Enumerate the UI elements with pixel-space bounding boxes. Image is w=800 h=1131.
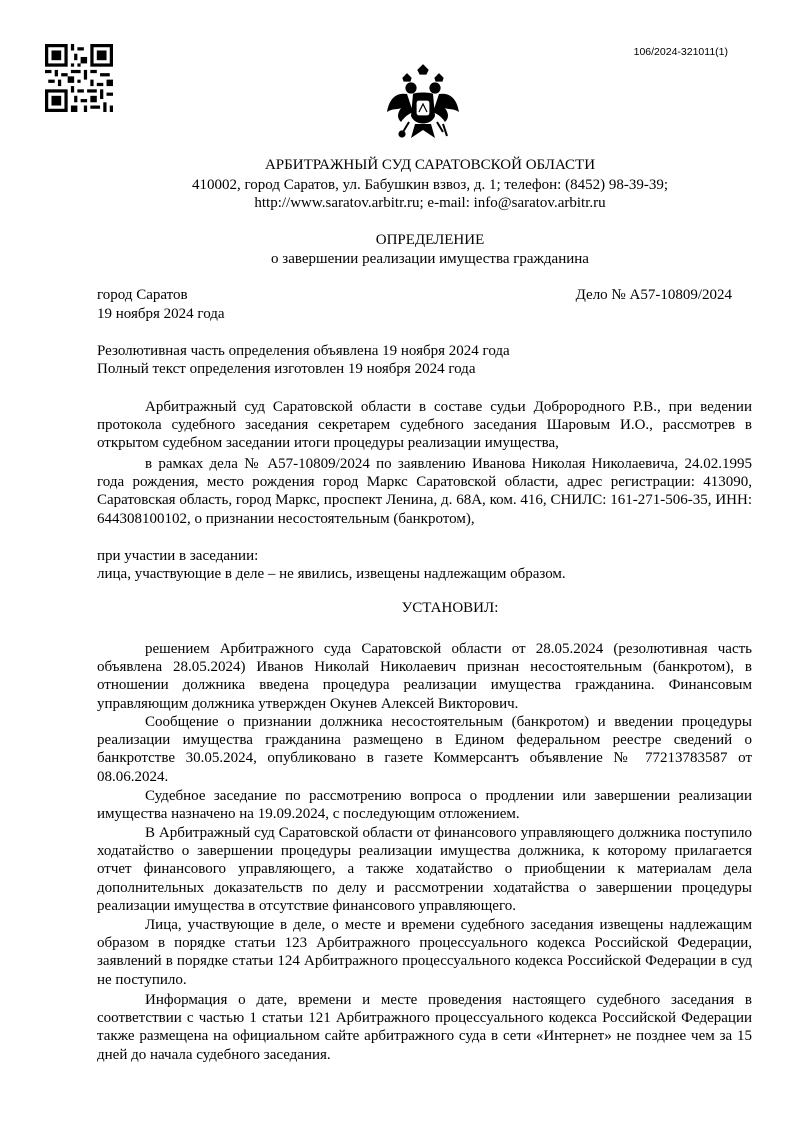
- paragraph-text: Информация о дате, времени и месте проведения настоящего судебного заседания в соответствии с частью 1 статьи 121 Арбитражного процессуального кодекса Российской Федерации также размещена на официальном сайте арбитражного суда в сети «Интернет» не позднее чем за 15 дней до начала судебного заседания.: [97, 992, 752, 1063]
- paragraph-petition: [97, 824, 752, 915]
- full-text-note: Полный текст определения изготовлен 19 ноября 2024 года: [97, 361, 476, 377]
- case-number: Дело № А57-10809/2024: [575, 287, 732, 303]
- document-number: 106/2024-321011(1): [633, 46, 728, 58]
- coat-of-arms-icon: [385, 64, 461, 148]
- document-date: 19 ноября 2024 года: [97, 306, 225, 322]
- paragraph-text: в рамках дела № А57-10809/2024 по заявлению Иванова Николая Николаевича, 24.02.1995 года рождения, место рождения город Маркс Саратовской области, адрес регистрации: 413090, Саратовская область, город Маркс, проспект Ленина, д. 68А, ком. 416, СНИЛС: 161-271-506-35, ИНН: 644308100102, о признании несостоятельным (банкротом),: [97, 456, 752, 527]
- document-subtitle: о завершении реализации имущества гражданина: [271, 251, 589, 267]
- paragraph-text: Лица, участвующие в деле, о месте и времени судебного заседания извещены надлежащим образом в порядке статьи 123 Арбитражного процессуального кодекса Российской Федерации, заявлений в порядке статьи 124 Арбитражного процессуального кодекса Российской Федерации в суд не поступило.: [97, 917, 752, 988]
- court-name: АРБИТРАЖНЫЙ СУД САРАТОВСКОЙ ОБЛАСТИ: [264, 157, 596, 173]
- paragraph-text: решением Арбитражного суда Саратовской области от 28.05.2024 (резолютивная часть объявлена 28.05.2024) Иванов Николай Николаевич признан несостоятельным (банкротом), в отношении должника введена процедура реализации имущества гражданина. Финансовым управляющим должника утвержден Окунев Алексей Викторович.: [97, 641, 752, 712]
- participation-label: при участии в заседании:: [97, 548, 259, 564]
- paragraph-text: Судебное заседание по рассмотрению вопроса о продлении или завершении реализации имущества назначено на 19.09.2024, с последующим отложением.: [97, 788, 752, 823]
- participation-text: лица, участвующие в деле – не явились, извещены надлежащим образом.: [97, 566, 566, 582]
- city: город Саратов: [97, 287, 188, 303]
- court-address: 410002, город Саратов, ул. Бабушкин взвоз, д. 1; телефон: (8452) 98-39-39;: [192, 177, 668, 193]
- section-heading-ustanovil: УСТАНОВИЛ:: [401, 600, 499, 616]
- court-contacts: http://www.saratov.arbitr.ru; e-mail: info@saratov.arbitr.ru: [254, 195, 606, 211]
- paragraph-publication: [97, 713, 752, 786]
- document-title: ОПРЕДЕЛЕНИЕ: [375, 232, 485, 248]
- paragraph-hearing-date: [97, 787, 752, 823]
- qr-code-icon: [45, 44, 113, 112]
- paragraph-text: В Арбитражный суд Саратовской области от финансового управляющего должника поступило ходатайство о завершении процедуры реализации имущества должника, к которому прилагается отчет финансового управляющего, а также ходатайство о приобщении к материалам дела дополнительных доказательств по делу и рассмотрении ходатайства о завершении процедуры реализации имущества в отсутствие финансового управляющего.: [97, 825, 752, 914]
- paragraph-decision: [97, 640, 752, 713]
- paragraph-court-composition: [97, 398, 752, 453]
- paragraph-text: Арбитражный суд Саратовской области в составе судьи Доброродного Р.В., при ведении протокола судебного заседания секретарем судебного заседания Шаровым И.О., рассмотрев в открытом судебном заседании итоги процедуры реализации имущества,: [97, 399, 752, 452]
- paragraph-case-details: [97, 455, 752, 528]
- paragraph-information: [97, 991, 752, 1064]
- paragraph-notification: [97, 916, 752, 989]
- paragraph-text: Сообщение о признании должника несостоятельным (банкротом) и введении процедуры реализации имущества гражданина размещено в Едином федеральном реестре сведений о банкротстве 30.05.2024, опубликовано в газете Коммерсантъ объявление № 77213783587 от 08.06.2024.: [97, 714, 752, 785]
- resolution-note: Резолютивная часть определения объявлена 19 ноября 2024 года: [97, 343, 510, 359]
